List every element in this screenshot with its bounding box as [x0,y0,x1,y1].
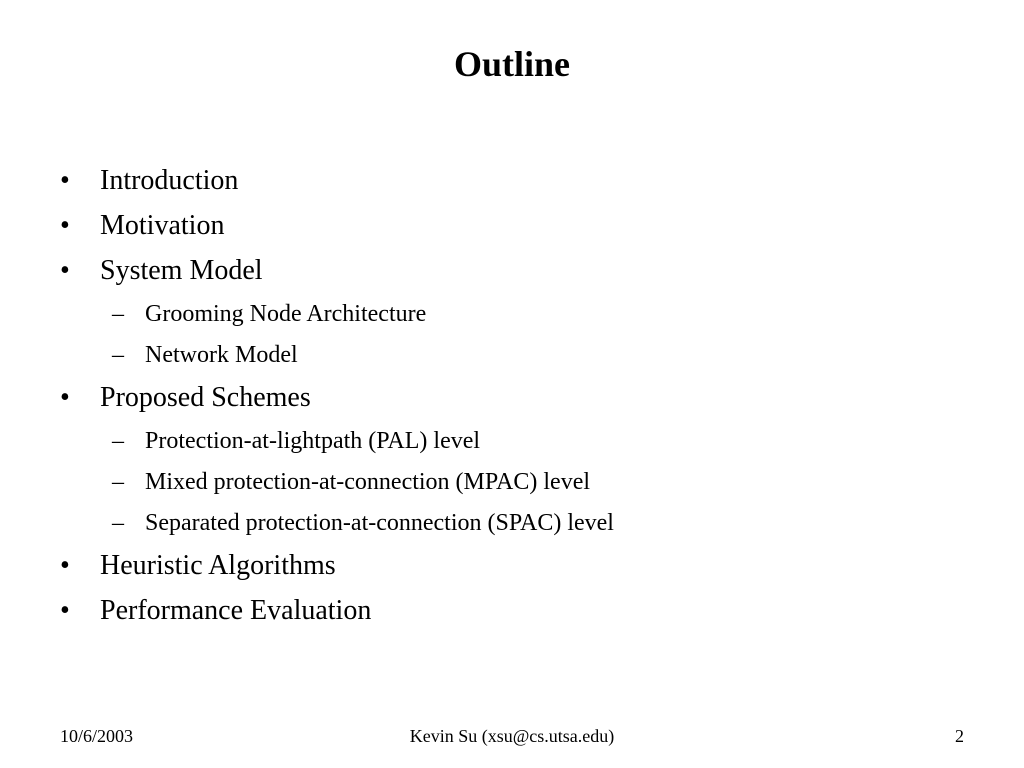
footer-date: 10/6/2003 [60,726,134,746]
dash-marker: – [112,510,124,536]
outline-item [60,549,336,583]
outline-item [60,164,238,198]
bullet-marker: • [60,550,70,581]
outline-item [60,254,263,288]
outline-subitem-text: Grooming Node Architecture [145,301,427,327]
outline-item-text: Introduction [100,165,239,196]
bullet-marker: • [60,255,70,286]
outline-subitem [112,299,426,329]
outline-item [60,594,371,628]
outline-item [60,381,311,415]
bullet-marker: • [60,165,70,196]
outline-subitem-text: Separated protection-at-connection (SPAC) level [145,510,614,536]
footer-page-number: 2 [955,726,964,746]
outline-subitem-text: Protection-at-lightpath (PAL) level [145,428,481,454]
dash-marker: – [112,342,124,368]
outline-item-text: Motivation [100,210,225,241]
bullet-marker: • [60,595,70,626]
outline-item-text: System Model [100,255,263,286]
outline-item-text: Heuristic Algorithms [100,550,336,581]
footer-author: Kevin Su (xsu@cs.utsa.edu) [409,726,615,746]
dash-marker: – [112,428,124,454]
bullet-marker: • [60,210,70,241]
dash-marker: – [112,301,124,327]
outline-subitem-text: Network Model [145,342,298,368]
dash-marker: – [112,469,124,495]
outline-subitem [112,508,614,538]
outline-item [60,209,224,243]
outline-subitem [112,467,590,497]
outline-subitem-text: Mixed protection-at-connection (MPAC) level [145,469,591,495]
outline-subitem [112,340,298,370]
outline-subitem [112,426,480,456]
slide-title: Outline [453,44,570,84]
outline-item-text: Performance Evaluation [100,595,372,626]
outline-item-text: Proposed Schemes [100,382,311,413]
bullet-marker: • [60,382,70,413]
